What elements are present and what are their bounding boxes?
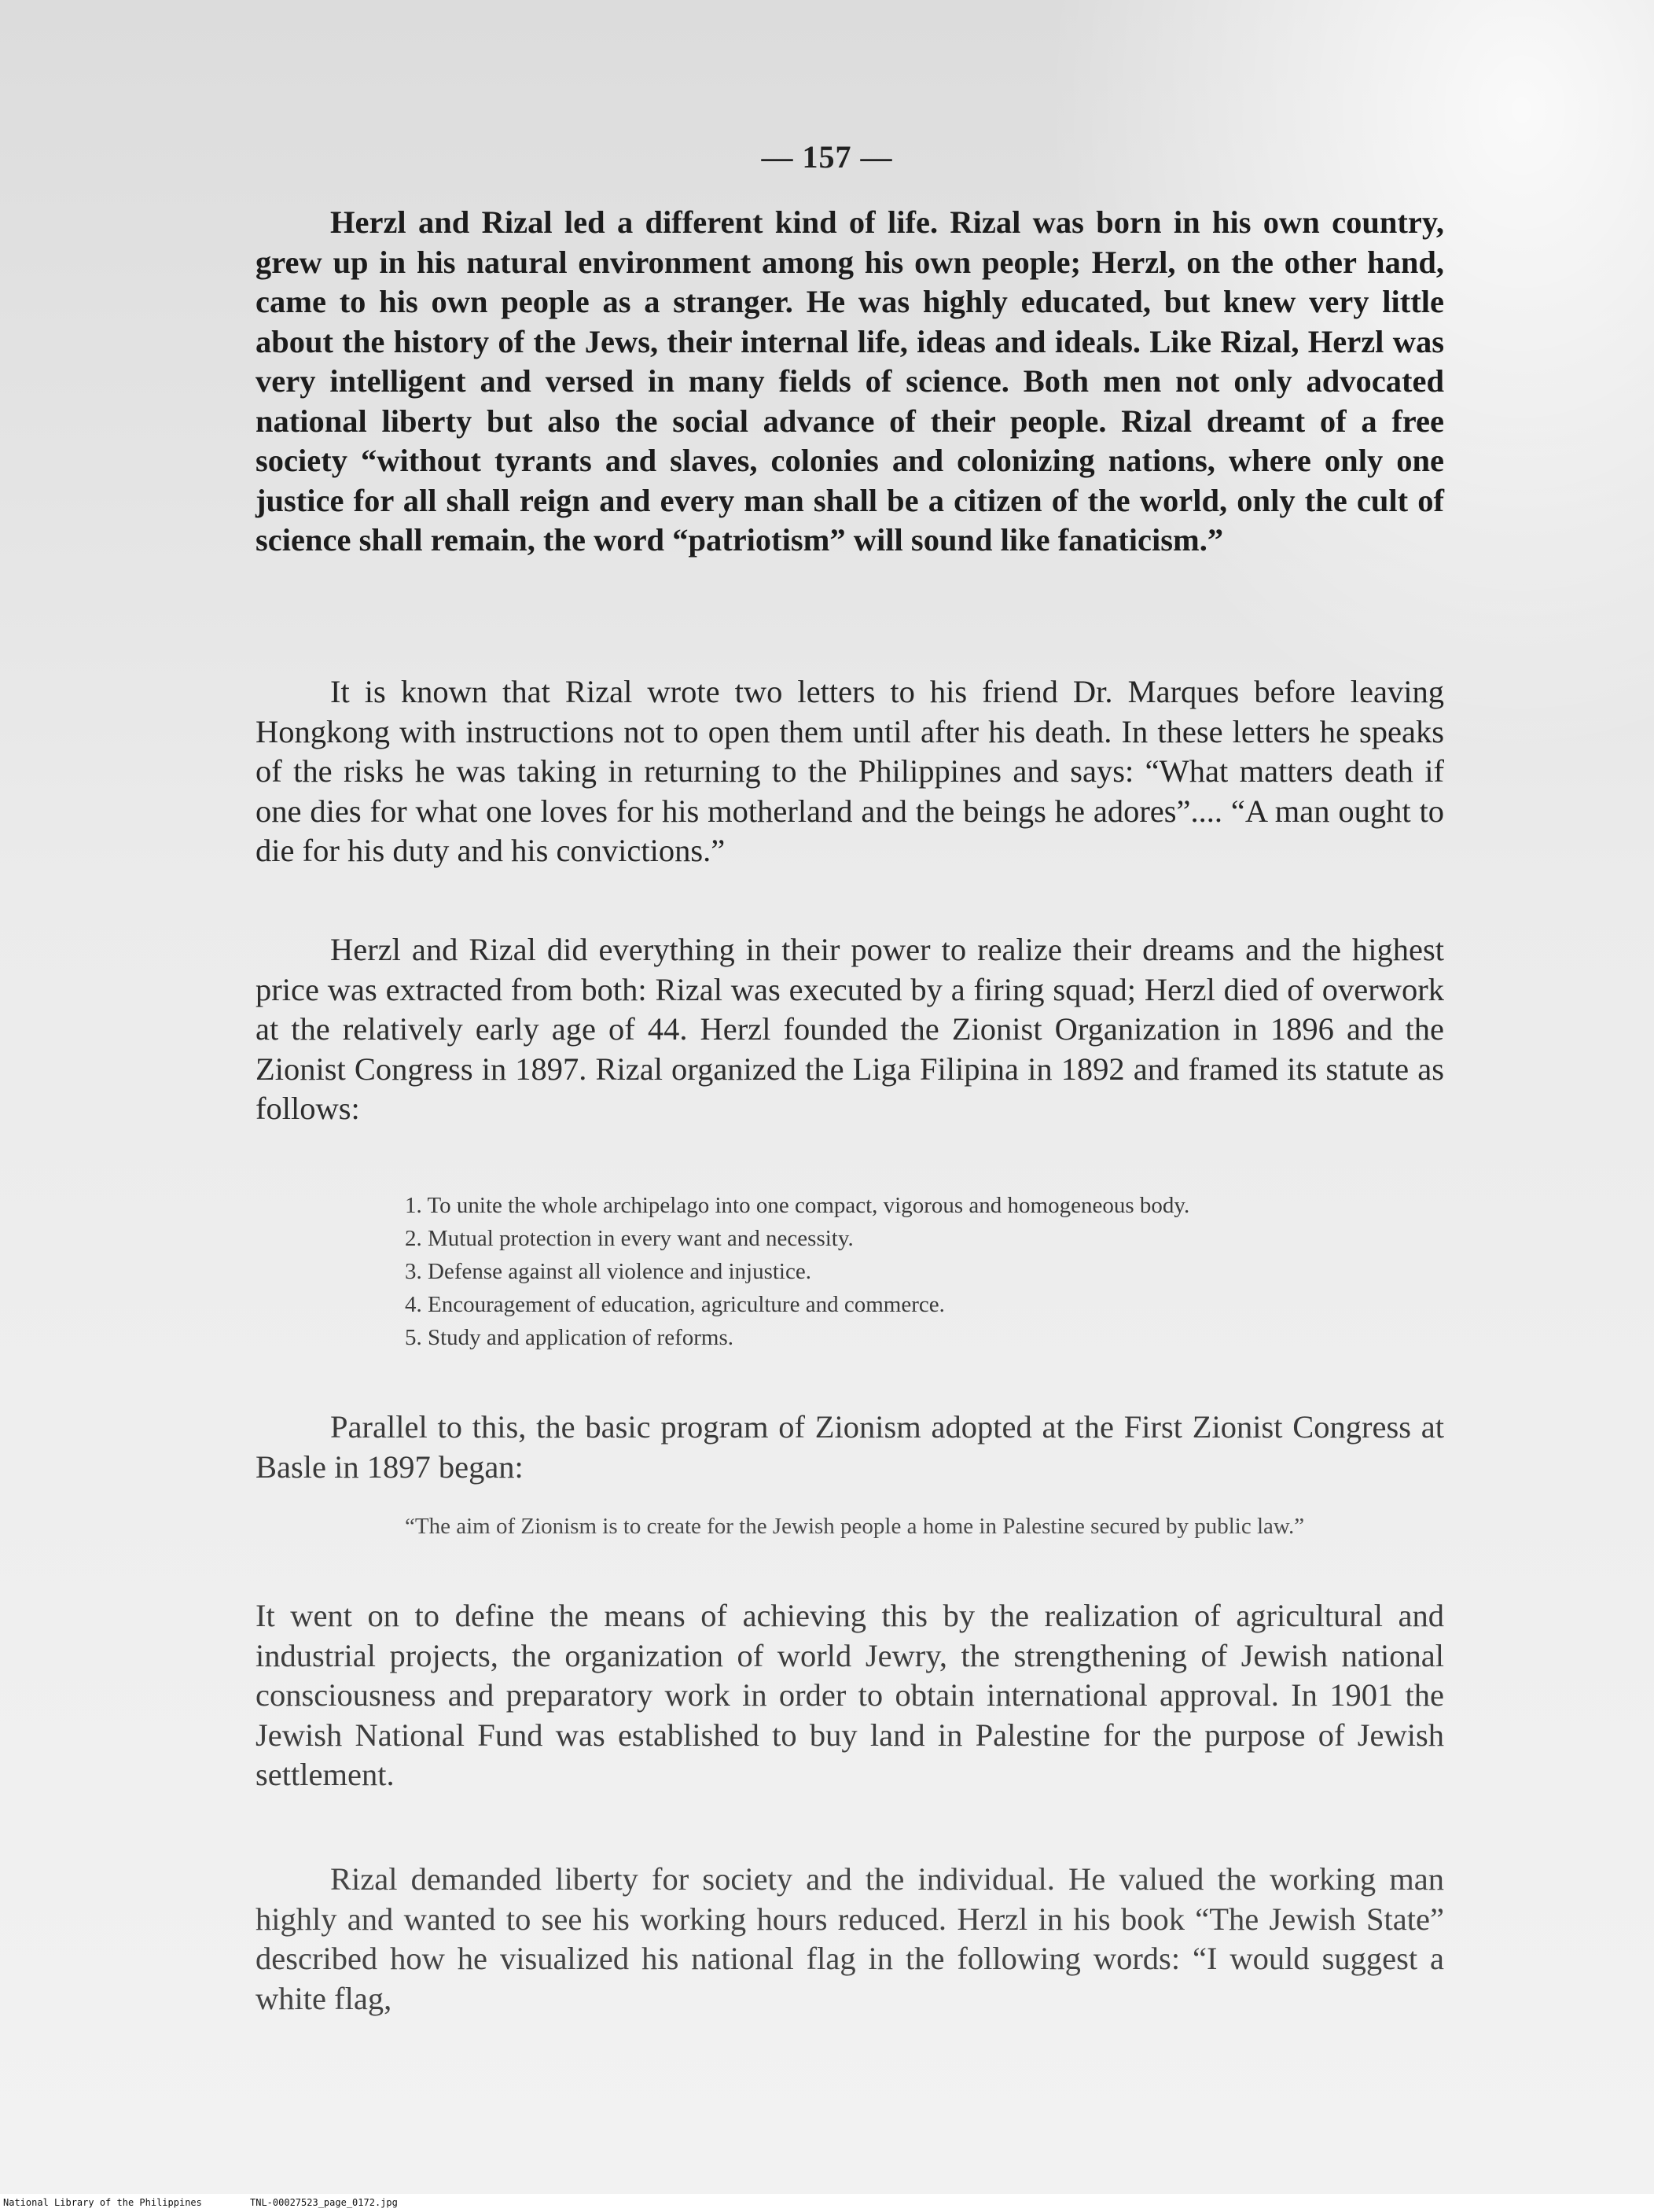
statute-item: 5. Study and application of reforms. [405,1325,733,1350]
paragraph-means-achieving: It went on to define the means of achieving this by the realization of agricultural and industrial projects, the organization of world Jewry, the strengthening of Jewish national consciousness and preparatory work in order to obtain international approval. In 1901 the Jewish National Fund was established to buy land in Palestine for the purpose of Jewish settlement. [255,1598,1444,1792]
paragraph-zionism-program: Parallel to this, the basic program of Zionism adopted at the First Zionist Congress at Basle in 1897 began: [255,1409,1444,1485]
page-number: — 157 — [761,139,893,175]
scan-footer [0,2194,1654,2212]
paragraph-liberty-society: Rizal demanded liberty for society and the individual. He valued the working man highly and wanted to see his working hours reduced. Herzl in his book “The Jewish State” described how he visualized his national flag in the following words: “I would suggest a white flag, [255,1861,1444,2016]
paragraph-letters-to-marques: It is known that Rizal wrote two letters to his friend Dr. Marques before leaving Hongkong with instructions not to open them until after his death. In these letters he speaks of the risks he was taking in returning to the Philippines and says: “What matters death if one dies for what one loves for his motherland and the beings he adores”.... “A man ought to die for his duty and his convictions.” [255,674,1444,868]
statute-item: 3. Defense against all violence and injustice. [405,1259,811,1284]
footer-file-name: TNL-00027523_page_0172.jpg [250,2197,398,2208]
statute-item: 2. Mutual protection in every want and necessity. [405,1226,854,1251]
zionism-aim-quote: “The aim of Zionism is to create for the Jewish people a home in Palestine secured by public law.” [405,1514,1305,1539]
paragraph-herzl-rizal-life: Herzl and Rizal led a different kind of life. Rizal was born in his own country, grew up in his natural environment among his own people; Herzl, on the other hand, came to his own people as a stranger. He was highly educated, but knew very little about the history of the Jews, their internal life, ideas and ideals. Like Rizal, Herzl was very intelligent and versed in many fields of science. Both men not only advocated national liberty but also the social advance of their people. Rizal dreamt of a free society “without tyrants and slaves, colonies and colonizing nations, where only one justice for all shall reign and every man shall be a citizen of the world, only the cult of science shall remain, the word “patriotism” will sound like fanaticism.” [255,204,1444,558]
statute-item: 4. Encouragement of education, agriculture and commerce. [405,1292,945,1317]
statute-item: 1. To unite the whole archipelago into one compact, vigorous and homogeneous body. [405,1193,1190,1218]
paragraph-realize-dreams: Herzl and Rizal did everything in their power to realize their dreams and the highest price was extracted from both: Rizal was executed by a firing squad; Herzl died of overwork at the relatively early age of 44. Herzl founded the Zionist Organization in 1896 and the Zionist Congress in 1897. Rizal organized the Liga Filipina in 1892 and framed its statute as follows: [255,932,1444,1126]
footer-library-name: National Library of the Philippines [3,2197,202,2208]
liga-filipina-statute-list [405,1189,1458,1354]
